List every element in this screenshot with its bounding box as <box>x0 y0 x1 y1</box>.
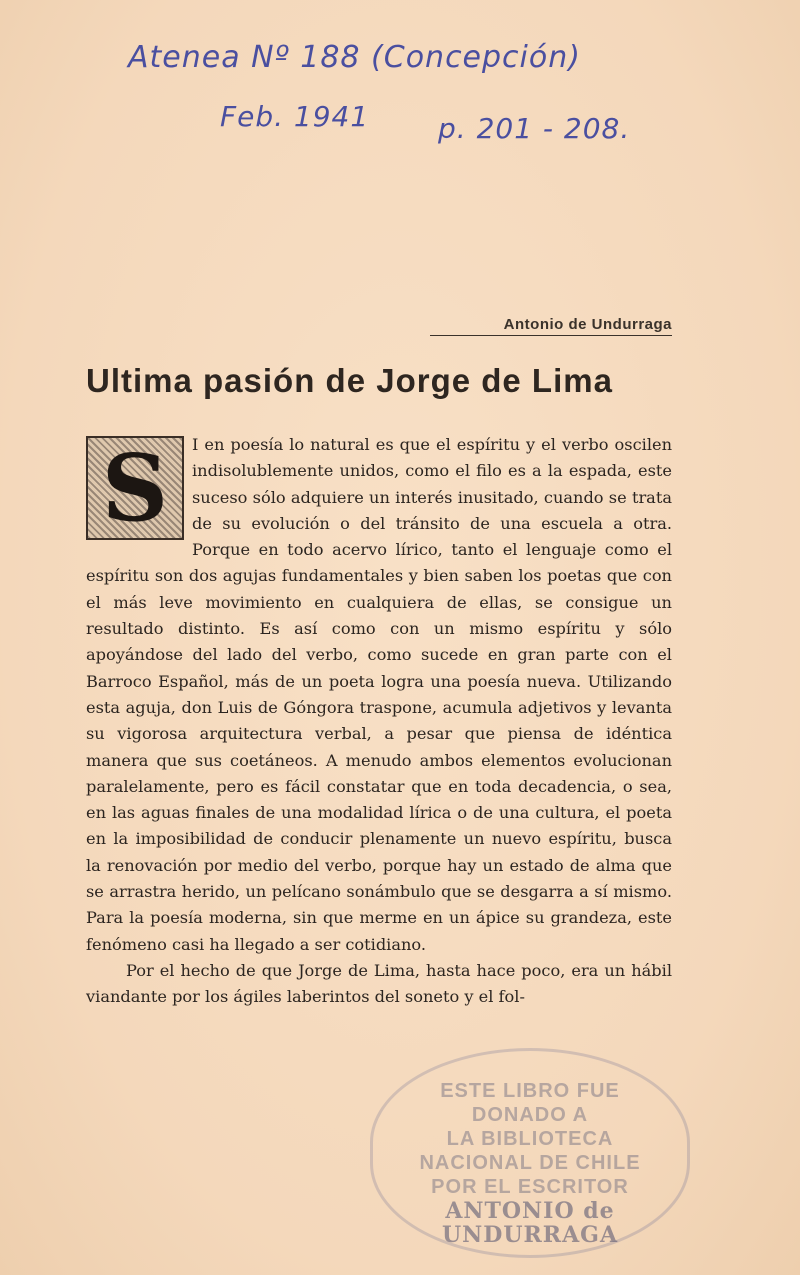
stamp-line: DONADO A <box>471 1104 589 1126</box>
paragraph-2: Por el hecho de que Jorge de Lima, hasta hace poco, era un hábil viandante por los ágiles laberintos del soneto y el fol- <box>86 960 672 1007</box>
ornamental-dropcap <box>86 433 184 542</box>
handwritten-date: Feb. 1941 <box>220 100 370 133</box>
paragraph-1: I en poesía lo natural es que el espíritu y el verbo oscilen indisolublemente unidos, como el filo es a la espada, este suceso sólo adquiere un interés inusitado, cuando se trata de su evolución o del tránsito de una escuela a otra. Porque en todo acervo lírico, tanto el lenguaje como el espíritu son dos agujas fundamentales y bien saben los poetas que con el más leve movimiento en cualquiera de ellas, se consigue un resultado distinto. Es así como con un mismo espíritu y sólo apoyándose del lado del verbo, como sucede en gran parte con el Barroco Español, más de un poeta logra una poesía nueva. Utilizando esta aguja, don Luis de Góngora traspone, acumula adjetivos y levanta su vigorosa arquitectura verbal, a pesar que piensa de idéntica manera que sus coetáneos. A menudo ambos elementos evolucionan paralelamente, pero es fácil constatar que en toda decadencia, o sea, en las aguas finales de una modalidad lírica o de una cultura, el poeta en la imposibilidad de conducir plenamente un nuevo espíritu, busca la renovación por medio del verbo, porque hay un estado de alma que se arrastra herido, un pelícano sonámbulo que se desgarra a sí mismo. Para la poesía moderna, sin que merme en un ápice su grandeza, este fenómeno casi ha llegado a ser cotidiano. <box>86 435 672 954</box>
library-stamp <box>370 1048 690 1258</box>
stamp-line: LA BIBLIOTECA <box>446 1128 614 1150</box>
article-body <box>86 432 672 1011</box>
author-name: Antonio de Undurraga <box>430 316 672 336</box>
article-title: Ultima pasión de Jorge de Lima <box>86 362 613 399</box>
stamp-line: NACIONAL DE CHILE <box>419 1152 641 1174</box>
handwritten-citation: Atenea Nº 188 (Concepción) <box>128 40 581 75</box>
dropcap-letter: S <box>88 438 182 538</box>
stamp-donor-name: ANTONIO de UNDURRAGA <box>441 1198 619 1248</box>
stamp-line: ESTE LIBRO FUE <box>440 1080 620 1102</box>
handwritten-pages: p. 201 - 208. <box>438 112 631 145</box>
stamp-line: POR EL ESCRITOR <box>431 1176 629 1198</box>
